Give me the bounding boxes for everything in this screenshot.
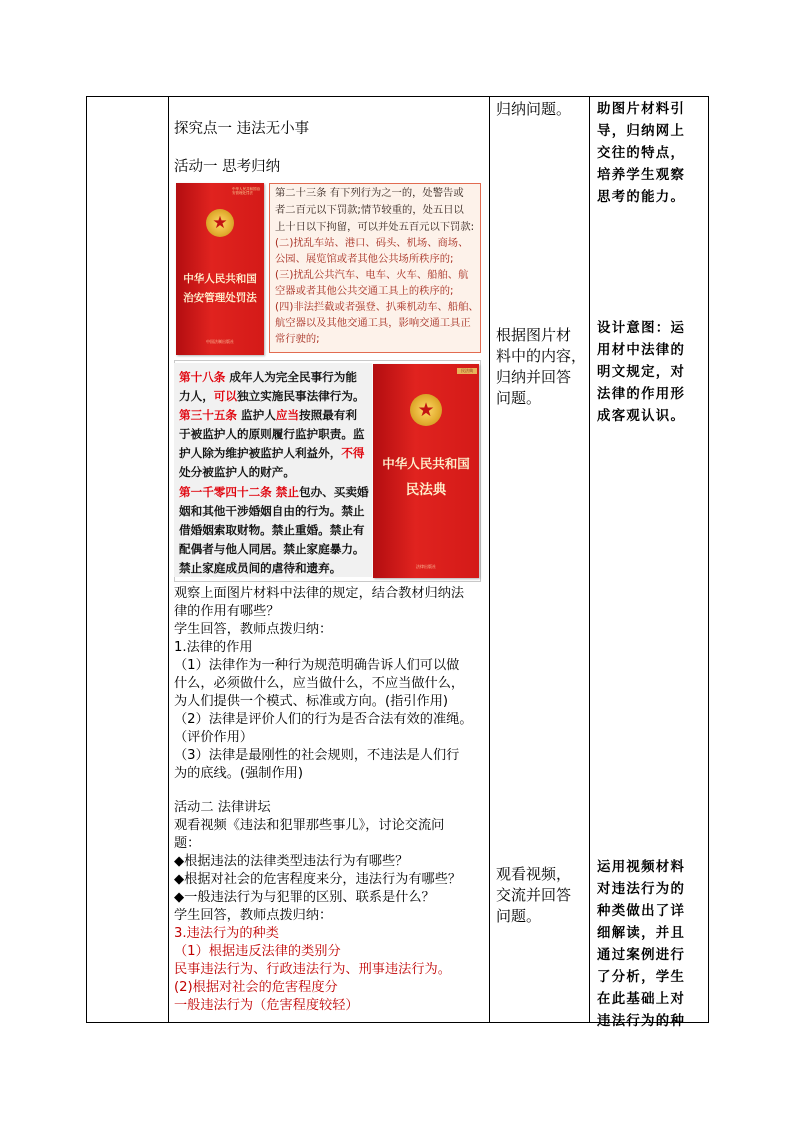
discussion-question: ◆一般违法行为与犯罪的区别、联系是什么？: [174, 890, 435, 905]
book-title-line2: 民法典: [405, 482, 447, 498]
item-text: 民事违法行为、行政违法行为、刑事违法行为。: [174, 962, 451, 977]
activity-one-title: 活动一 思考归纳: [174, 159, 281, 175]
law-line: 常行驶的;: [275, 333, 320, 345]
design-intent-line: 通过案例进行: [597, 947, 686, 963]
civil-code-book-cover: [373, 364, 479, 578]
question-text: 观察上面图片材料中法律的规定，结合教材归纳法: [174, 586, 465, 601]
activity-two-text: 观看视频《违法和犯罪那些事儿》，讨论交流问: [174, 818, 445, 833]
book-title-line1: 中华人民共和国: [183, 273, 257, 285]
table-border-left: [86, 96, 87, 1023]
design-intent-line: 违法行为的种: [597, 1013, 686, 1029]
item-text: （1）法律作为一种行为规范明确告诉人们可以做: [174, 658, 460, 673]
design-intent-line: 导，归纳网上: [597, 123, 686, 139]
item-subheading: （1）根据违反法律的类别分: [174, 944, 341, 959]
design-intent-line: 在此基础上对: [597, 991, 686, 1007]
law-line: 者二百元以下罚款;情节较重的，处五日以: [275, 204, 464, 216]
law-line: 借婚姻索取财物。禁止重婚。禁止有: [179, 523, 365, 537]
public-security-law-book-cover: [176, 183, 264, 355]
design-intent-line: 思考的能力。: [597, 189, 686, 205]
table-border-right: [708, 96, 709, 1023]
table-divider-3: [589, 96, 590, 1023]
design-intent-line: 细解读，并且: [597, 925, 686, 941]
discussion-question: ◆根据违法的法律类型违法行为有哪些？: [174, 854, 409, 869]
design-intent-line: 种类做出了详: [597, 903, 686, 919]
book-title-line2: 治安管理处罚法: [183, 292, 257, 304]
design-intent-line: 设计意图：运: [597, 320, 686, 336]
law-line: (三)扰乱公共汽车、电车、火车、船舶、航: [275, 269, 469, 281]
student-activity-line: 料中的内容，: [496, 347, 587, 365]
table-border-top: [86, 96, 709, 97]
law-line: 公园、展览馆或者其他公共场所秩序的;: [275, 253, 454, 265]
law-excerpt-civil-code: [174, 363, 372, 577]
section-heading: 探究点一 违法无小事: [174, 121, 310, 137]
law-line: (二)扰乱车站、港口、码头、机场、商场、: [275, 237, 469, 249]
student-activity-line: 问题。: [496, 389, 542, 407]
item-text: 为的底线。(强制作用): [174, 766, 303, 781]
design-intent-block-3: [597, 856, 705, 1032]
design-intent-line: 运用视频材料: [597, 859, 686, 875]
item-text: （2）法律是评价人们的行为是否合法有效的准绳。: [174, 712, 473, 727]
law-line: 空器或者其他公共交通工具上的秩序的;: [275, 285, 454, 297]
student-activity-block-3: [496, 864, 586, 927]
student-activity-line: 交流并回答: [496, 886, 572, 904]
book-publisher: 法律出版社: [416, 564, 436, 569]
item-text: 一般违法行为（危害程度较轻）: [174, 998, 359, 1013]
discussion-question: ◆根据对社会的危害程度来分，违法行为有哪些？: [174, 872, 462, 887]
design-intent-line: 了分析，学生: [597, 969, 686, 985]
law-line: (四)非法拦截或者强登、扒乘机动车、船舶、: [275, 301, 479, 313]
law-line: 于被监护人的原则履行监护职责。监: [179, 427, 365, 441]
design-intent-line: 法律的作用形: [597, 386, 686, 402]
table-divider-2: [489, 96, 490, 1023]
design-intent-line: 培养学生观察: [597, 167, 686, 183]
law-excerpt-article-23: [269, 183, 481, 353]
item-text: （评价作用）: [174, 730, 254, 745]
design-intent-line: 用材中法律的: [597, 342, 686, 358]
law-line: 第一千零四十二条 禁止包办、买卖婚: [179, 485, 369, 499]
student-activity-block-1: [496, 99, 586, 120]
design-intent-block-2: [597, 317, 705, 427]
answer-intro: 学生回答，教师点拨归纳：: [174, 622, 333, 637]
national-emblem-icon: [410, 394, 442, 426]
student-activity-line: 根据图片材: [496, 326, 572, 344]
item-heading: 3.违法行为的种类: [174, 926, 279, 941]
book-title-line1: 中华人民共和国: [382, 456, 470, 471]
item-text: （3）法律是最刚性的社会规则，不违法是人们行: [174, 748, 460, 763]
question-text: 律的作用有哪些？: [174, 604, 280, 619]
law-line: 禁止家庭成员间的虐待和遗弃。: [179, 561, 342, 575]
national-emblem-icon: [206, 209, 234, 237]
student-activity-line: 观看视频，: [496, 865, 572, 883]
student-activity-line: 问题。: [496, 907, 542, 925]
law-line: 姻和其他干涉婚姻自由的行为。禁止: [179, 504, 365, 518]
law-line: 处分被监护人的财产。: [179, 465, 295, 479]
table-divider-1: [168, 96, 169, 1023]
law-line: 护人除为维护被监护人利益外，不得: [179, 446, 365, 460]
book-corner-label: 民法典: [457, 368, 477, 374]
design-intent-line: 明文规定，对: [597, 364, 686, 380]
design-intent-line: 成客观认识。: [597, 408, 686, 424]
law-line: 配偶者与他人同居。禁止家庭暴力。: [179, 542, 365, 556]
activity-two-text: 题：: [174, 836, 201, 851]
book-publisher: 中国法制出版社: [206, 339, 234, 344]
book-top-label: 中华人民共和国治安管理处罚法: [232, 187, 260, 195]
law-line: 第三十五条 监护人应当按照最有利: [179, 408, 357, 422]
item-text: 什么，必须做什么，应当做什么，不应当做什么，: [174, 676, 465, 691]
student-activity-line: 归纳并回答: [496, 368, 572, 386]
answer-intro: 学生回答，教师点拨归纳：: [174, 908, 333, 923]
law-line: 上十日以下拘留，可以并处五百元以下罚款:: [275, 221, 475, 233]
activity-two-title: 活动二 法律讲坛: [174, 800, 271, 815]
design-intent-block-1: [597, 98, 705, 208]
law-line: 航空器以及其他交通工具，影响交通工具正: [275, 317, 471, 329]
design-intent-line: 助图片材料引: [597, 101, 686, 117]
item-subheading: (2)根据对社会的危害程度分: [174, 980, 338, 995]
law-line: 力人，可以独立实施民事法律行为。: [179, 389, 365, 403]
design-intent-line: 对违法行为的: [597, 881, 686, 897]
design-intent-line: 交往的特点，: [597, 145, 686, 161]
item-text: 为人们提供一个模式、标准或方向。(指引作用): [174, 694, 449, 709]
student-activity-line: 归纳问题。: [496, 100, 572, 118]
student-activity-block-2: [496, 325, 586, 409]
item-heading: 1.法律的作用: [174, 640, 253, 655]
law-line: 第十八条 成年人为完全民事行为能: [179, 370, 357, 384]
law-line: 第二十三条 有下列行为之一的，处警告或: [275, 187, 464, 199]
